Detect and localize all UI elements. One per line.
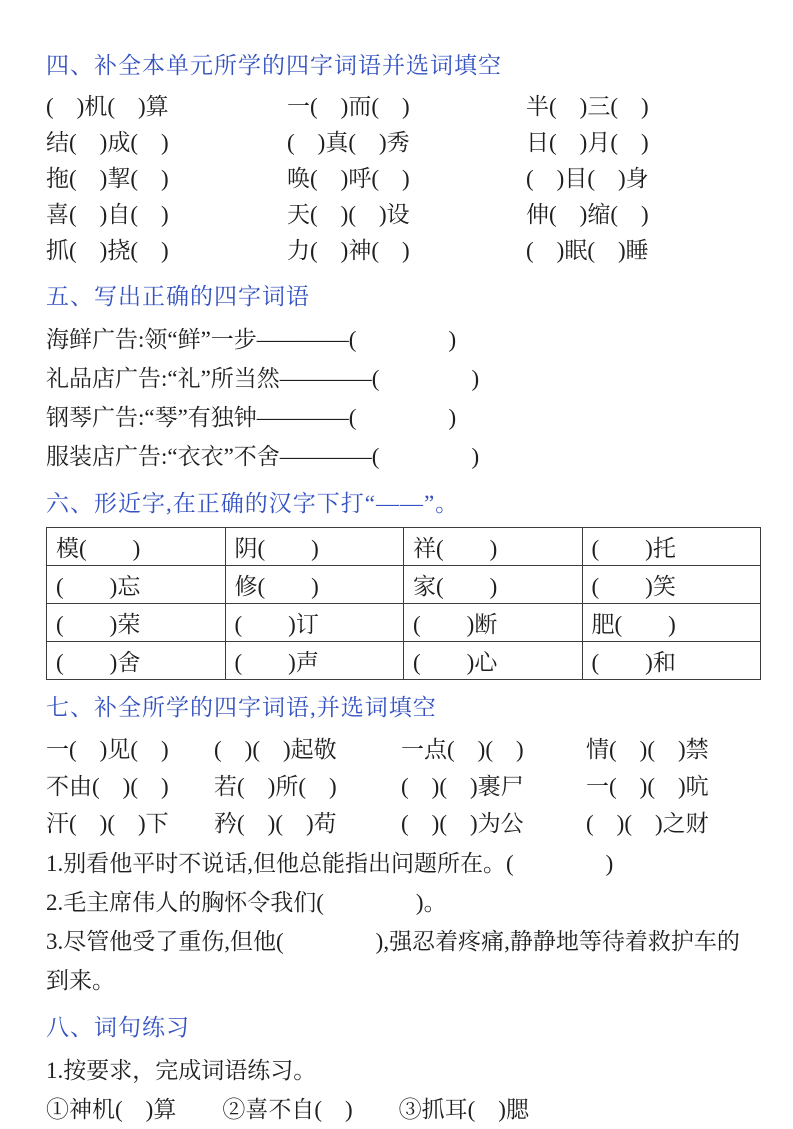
fill-blank-item: ( )( )之财 [586, 811, 709, 836]
fill-blank-item: 唤( )呼( ) [287, 166, 410, 191]
section-5 [46, 281, 761, 476]
table-cell: ( )笑 [582, 566, 761, 604]
fill-blank-item: ( )机( )算 [46, 94, 169, 119]
table-cell: ( )托 [582, 528, 761, 566]
table-row [47, 604, 761, 642]
table-cell: 肥( ) [582, 604, 761, 642]
fill-blank-item: 半( )三( ) [526, 94, 649, 119]
fill-blank-item: 结( )成( ) [46, 130, 169, 155]
fill-blank-row [46, 125, 761, 161]
table-row [47, 642, 761, 680]
exercise-items: ①神机( )算 ②喜不自( ) ③抓耳( )腮 [46, 1097, 529, 1122]
fill-blank-item: ( )( )起敬 [214, 737, 337, 762]
section-6 [46, 488, 761, 680]
fill-blank-item: 日( )月( ) [526, 130, 649, 155]
sentence-fill-list [46, 844, 761, 1000]
section-7-title: 七、补全所学的四字词语,并选词填空 [46, 695, 437, 720]
table-cell: ( )荣 [47, 604, 226, 642]
table-cell: 祥( ) [404, 528, 583, 566]
ad-idiom-line: 礼品店广告:“礼”所当然————( ) [46, 366, 480, 391]
fill-blank-item: 矜( )( )苟 [214, 811, 337, 836]
table-cell: ( )心 [404, 642, 583, 680]
section-6-title: 六、形近字,在正确的汉字下打“——”。 [46, 491, 460, 516]
sentence-fill-item: 3.尽管他受了重伤,但他( ),强忍着疼痛,静静地等待着救护车的到来。 [46, 929, 740, 993]
fill-blank-item: ( )( )裹尸 [401, 774, 524, 799]
fill-blank-item: ( )真( )秀 [287, 130, 410, 155]
fill-blank-row [46, 161, 761, 197]
table-cell: ( )和 [582, 642, 761, 680]
fill-blank-item: 喜( )自( ) [46, 202, 169, 227]
table-cell: ( )忘 [47, 566, 226, 604]
ad-idiom-line: 海鲜广告:领“鲜”一步————( ) [46, 327, 457, 352]
fill-blank-row [46, 197, 761, 233]
table-cell: 修( ) [225, 566, 404, 604]
fill-blank-row [46, 89, 761, 125]
fill-blank-item: 伸( )缩( ) [526, 202, 649, 227]
section-8 [46, 1012, 761, 1129]
fill-blank-item: 天( )( )设 [287, 202, 410, 227]
fill-blank-row [46, 233, 761, 269]
sentence-fill-item: 2.毛主席伟人的胸怀令我们( )。 [46, 890, 447, 915]
fill-blank-item: ( )眠( )睡 [526, 238, 649, 263]
table-cell: 家( ) [404, 566, 583, 604]
section-7 [46, 692, 761, 1000]
section-4 [46, 50, 761, 269]
table-cell: 模( ) [47, 528, 226, 566]
fill-blank-row [46, 768, 761, 805]
ad-idiom-line: 钢琴广告:“琴”有独钟————( ) [46, 405, 457, 430]
table-cell: ( )舍 [47, 642, 226, 680]
fill-blank-item: ( )目( )身 [526, 166, 649, 191]
table-cell: ( )断 [404, 604, 583, 642]
table-cell: 阴( ) [225, 528, 404, 566]
fill-blank-item: ( )( )为公 [401, 811, 524, 836]
fill-blank-item: 力( )神( ) [287, 238, 410, 263]
fill-blank-item: 汗( )( )下 [46, 811, 169, 836]
fill-blank-item: 一( )而( ) [287, 94, 410, 119]
section-5-title: 五、写出正确的四字词语 [46, 284, 310, 309]
table-cell: ( )声 [225, 642, 404, 680]
fill-blank-row [46, 731, 761, 768]
fill-blank-row [46, 805, 761, 842]
fill-blank-item: 情( )( )禁 [586, 737, 709, 762]
table-cell: ( )订 [225, 604, 404, 642]
section-8-title: 八、词句练习 [46, 1015, 190, 1040]
section-4-title: 四、补全本单元所学的四字词语并选词填空 [46, 53, 502, 78]
fill-blank-item: 拖( )挈( ) [46, 166, 169, 191]
confusable-characters-table [46, 527, 761, 680]
fill-blank-item: 一( )( )吭 [586, 774, 709, 799]
exercise-instruction: 1.按要求，完成词语练习。 [46, 1058, 317, 1083]
fill-blank-item: 不由( )( ) [46, 774, 169, 799]
table-row [47, 566, 761, 604]
fill-blank-item: 一点( )( ) [401, 737, 524, 762]
sentence-fill-item: 1.别看他平时不说话,但他总能指出问题所在。( ) [46, 851, 614, 876]
fill-blank-item: 一( )见( ) [46, 737, 169, 762]
fill-blank-item: 抓( )挠( ) [46, 238, 169, 263]
ad-idiom-line: 服装店广告:“衣衣”不舍————( ) [46, 444, 480, 469]
table-row [47, 528, 761, 566]
fill-blank-item: 若( )所( ) [214, 774, 337, 799]
